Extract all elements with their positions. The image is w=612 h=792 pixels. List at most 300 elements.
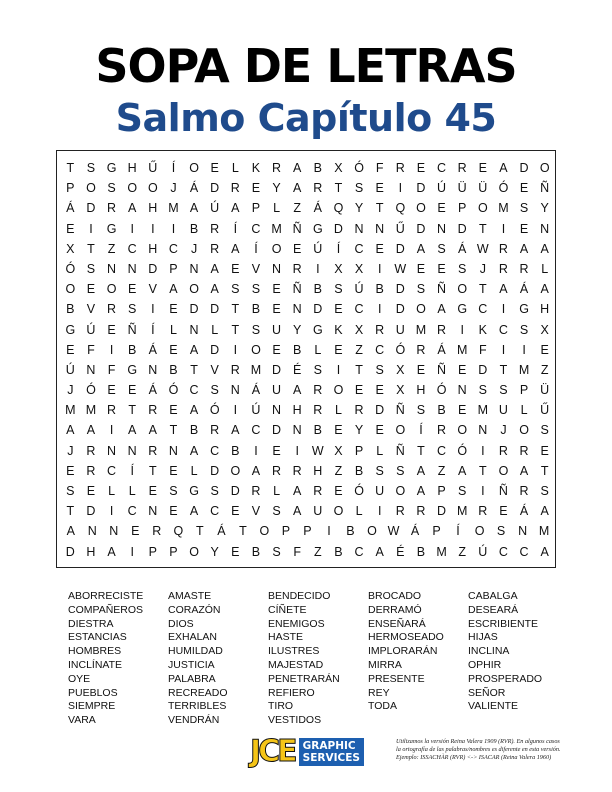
grid-letter: D [148,261,158,276]
word-item: BENDECIDO [268,590,331,602]
grid-letter: I [316,261,320,276]
grid-letter: E [519,181,529,196]
word-item: SIEMPRE [68,700,116,713]
grid-letter: O [395,423,406,438]
grid-letter: J [500,423,507,438]
word-item: JUSTICIA [168,658,215,671]
grid-letter: N [86,362,96,377]
word-item: COMPAÑEROS [68,603,144,616]
grid-letter: S [334,282,343,297]
grid-letter: M [250,362,262,377]
grid-letter: T [478,221,487,236]
grid-letter: A [231,241,240,256]
grid-letter: S [396,463,405,478]
grid-row [60,461,555,481]
word-item: VARA [68,714,96,727]
grid-letter: Ü [457,181,467,196]
grid-letter: C [498,322,508,337]
logo-line-2: SERVICES [302,752,360,764]
grid-letter: E [107,322,116,337]
grid-letter: N [457,383,467,398]
grid-letter: B [169,362,178,377]
grid-letter: I [109,342,114,357]
grid-letter: P [432,524,441,539]
grid-letter: O [333,383,344,398]
grid-letter: P [519,383,529,398]
word-item: REY [368,686,390,699]
grid-letter: Í [254,241,258,256]
grid-letter: T [196,524,204,539]
grid-letter: N [292,302,302,317]
grid-letter: H [313,463,323,478]
logo-line-1: GRAPHIC [302,740,356,752]
grid-letter: E [437,201,446,216]
grid-letter: H [540,302,550,317]
grid-letter: P [354,443,364,458]
grid-letter: R [272,463,282,478]
grid-letter: B [437,403,446,418]
grid-letter: E [540,443,549,458]
grid-letter: A [86,423,96,438]
grid-row [60,158,555,178]
grid-letter: F [107,362,116,377]
grid-letter: Ñ [498,484,508,498]
grid-letter: E [293,241,302,256]
grid-row [60,340,555,360]
grid-letter: C [354,302,364,317]
grid-letter: E [128,282,137,297]
grid-letter: L [273,201,281,216]
grid-letter: E [334,302,343,317]
grid-letter: A [293,181,302,196]
grid-letter: T [540,463,549,478]
grid-letter: I [89,221,93,236]
grid-letter: S [169,484,178,498]
grid-letter: I [398,181,403,196]
word-item: CABALGA [468,590,518,602]
grid-letter: A [540,282,549,297]
grid-letter: R [437,322,447,337]
grid-letter: T [478,282,487,297]
word-item: PUEBLOS [68,686,118,699]
grid-letter: E [231,544,240,559]
grid-letter: A [66,524,75,539]
grid-letter: Ñ [437,282,447,297]
grid-letter: M [271,221,282,236]
grid-row [60,299,555,319]
grid-letter: S [540,484,549,498]
grid-letter: X [334,161,343,175]
grid-letter: M [456,342,468,357]
grid-letter: A [375,544,384,559]
grid-letter: Á [410,524,420,539]
grid-letter: B [251,302,261,317]
grid-letter: P [251,201,261,216]
grid-letter: E [169,302,178,317]
grid-letter: R [498,241,508,256]
grid-letter: E [519,221,529,236]
grid-letter: L [273,484,281,498]
grid-letter: Ñ [395,403,405,418]
grid-letter: D [333,221,343,236]
grid-letter: E [169,403,178,418]
grid-letter: A [293,504,302,519]
grid-letter: B [313,282,322,297]
grid-letter: B [375,282,384,297]
grid-letter: E [478,161,487,175]
grid-letter: S [272,504,281,519]
grid-letter: R [354,403,364,418]
grid-row [60,219,555,239]
grid-letter: E [416,261,426,276]
grid-letter: T [231,302,240,317]
grid-letter: E [334,423,343,438]
version-note [396,738,566,762]
word-column [68,590,168,728]
grid-letter: I [501,221,506,236]
grid-letter: E [131,524,140,539]
grid-letter: O [416,201,426,216]
grid-letter: Í [419,423,423,438]
word-item: MIRRA [368,658,402,671]
grid-letter: N [107,261,117,276]
grid-letter: X [396,362,405,377]
grid-letter: T [355,362,363,377]
grid-letter: I [377,504,382,519]
grid-letter: O [395,484,406,498]
grid-letter: D [478,362,488,377]
grid-letter: A [540,544,549,559]
grid-letter: R [292,261,302,276]
grid-letter: G [127,362,138,377]
grid-letter: I [460,322,464,337]
grid-letter: J [190,241,198,256]
grid-row [60,320,555,340]
grid-letter: A [499,282,508,297]
grid-letter: G [106,221,117,236]
grid-letter: S [66,484,75,498]
grid-letter: O [474,524,485,539]
grid-letter: Á [66,201,75,216]
grid-letter: Y [540,201,549,216]
grid-letter: C [210,443,220,458]
grid-letter: D [437,504,447,519]
grid-letter: A [189,342,199,357]
word-item: TODA [368,700,397,713]
letter-grid [56,150,556,568]
grid-letter: C [189,383,199,398]
grid-letter: P [437,484,446,498]
grid-letter: Y [354,423,364,438]
grid-letter: R [230,181,240,196]
word-column [368,590,468,728]
word-item: PENETRARÁN [268,672,340,685]
grid-row [60,279,555,299]
grid-letter: A [458,463,467,478]
word-item: PALABRA [168,672,216,685]
grid-letter: O [457,423,468,438]
grid-letter: N [540,221,550,236]
grid-letter: E [334,484,343,498]
grid-letter: N [127,261,137,276]
grid-letter: N [168,443,178,458]
grid-letter: Ű [395,221,405,236]
grid-letter: Á [519,504,529,519]
word-item: HERMOSEADO [368,631,444,644]
grid-letter: N [518,524,528,539]
grid-letter: M [65,403,76,418]
grid-letter: D [416,181,426,196]
grid-letter: A [293,161,302,175]
grid-letter: F [87,342,95,357]
grid-letter: R [437,423,447,438]
grid-letter: O [539,161,550,175]
grid-letter: I [109,504,114,519]
grid-letter: B [251,544,261,559]
grid-letter: T [417,443,425,458]
grid-letter: M [85,403,97,418]
logo-mark: JCE [250,734,295,769]
grid-letter: S [251,322,261,337]
grid-letter: R [86,443,96,458]
grid-letter: D [210,302,220,317]
grid-letter: N [354,221,364,236]
grid-letter: O [65,282,76,297]
grid-letter: S [86,261,96,276]
grid-letter: E [416,161,426,175]
grid-letter: E [169,342,178,357]
grid-letter: D [313,302,323,317]
grid-letter: B [354,463,364,478]
grid-letter: A [231,201,240,216]
grid-letter: I [295,443,299,458]
grid-letter: F [293,544,301,559]
grid-letter: C [251,423,261,438]
grid-letter: A [189,201,199,216]
grid-letter: R [210,221,220,236]
word-item: ENSEÑARÁ [368,617,426,630]
grid-letter: R [478,504,488,519]
grid-letter: X [354,261,364,276]
grid-letter: C [251,221,261,236]
grid-letter: I [254,443,258,458]
grid-letter: R [498,443,508,458]
grid-letter: A [189,403,199,418]
word-item: DIOS [168,617,194,630]
grid-letter: U [395,322,405,337]
grid-letter: O [189,282,199,297]
grid-letter: B [66,302,75,317]
grid-letter: E [458,362,467,377]
grid-letter: O [189,161,199,175]
grid-letter: N [148,362,158,377]
grid-letter: E [272,342,281,357]
grid-letter: X [354,322,364,337]
grid-letter: Z [458,544,466,559]
grid-letter: M [498,201,509,216]
grid-letter: X [334,261,343,276]
grid-row [60,481,555,501]
grid-letter: Ú [65,362,75,377]
grid-letter: Y [272,181,281,196]
grid-letter: D [416,221,426,236]
grid-letter: M [538,524,550,539]
grid-letter: Ú [313,241,323,256]
grid-letter: A [519,241,529,256]
grid-letter: T [231,322,240,337]
grid-letter: S [354,181,364,196]
word-item: HASTE [268,631,304,644]
grid-letter: S [86,161,96,175]
grid-letter: Í [233,221,238,236]
grid-letter: W [387,524,400,539]
grid-row [60,501,555,521]
grid-letter: C [437,443,447,458]
grid-letter: R [86,463,96,478]
grid-letter: G [457,302,468,317]
grid-letter: S [499,383,508,398]
grid-letter: O [457,282,468,297]
grid-letter: Y [293,322,302,337]
grid-letter: Ñ [292,221,302,236]
grid-letter: C [478,302,488,317]
grid-letter: A [189,443,199,458]
grid-letter: C [210,504,220,519]
grid-letter: R [519,484,529,498]
grid-letter: P [458,201,467,216]
grid-letter: U [498,403,508,418]
grid-letter: Ú [354,282,364,297]
grid-letter: E [86,282,96,297]
grid-letter: N [148,504,158,519]
grid-letter: H [292,403,302,418]
word-item: OPHIR [468,658,502,671]
grid-letter: B [416,544,426,559]
grid-letter: S [375,463,384,478]
word-item: BROCADO [368,590,422,602]
grid-letter: E [272,282,281,297]
grid-letter: Ñ [292,282,302,297]
grid-letter: B [313,161,322,175]
grid-letter: B [346,524,355,539]
grid-letter: I [151,221,155,236]
grid-letter: E [272,443,281,458]
word-item: REFIERO [268,686,315,699]
grid-letter: A [189,504,199,519]
grid-letter: Ó [65,261,76,276]
grid-letter: T [478,463,487,478]
grid-letter: Í [336,241,341,256]
grid-letter: Y [354,201,364,216]
grid-letter: Ü [478,181,488,196]
word-column [268,590,368,728]
grid-letter: S [519,201,529,216]
grid-letter: D [395,282,405,297]
grid-letter: A [128,201,137,216]
grid-letter: R [148,443,158,458]
grid-letter: A [293,484,302,498]
grid-letter: B [189,423,199,438]
grid-letter: Ñ [395,443,405,458]
grid-letter: R [416,504,426,519]
word-item: MAJESTAD [268,658,324,671]
word-item: ENEMIGOS [268,617,325,630]
grid-letter: J [170,181,177,196]
grid-letter: H [86,544,96,559]
grid-letter: I [377,302,382,317]
word-item: ESTANCIAS [68,631,127,644]
word-item: HIJAS [468,631,498,644]
grid-letter: S [458,261,467,276]
word-item: DIESTRA [68,617,114,630]
grid-letter: A [231,423,240,438]
grid-letter: Ó [209,403,220,418]
grid-letter: R [107,201,117,216]
grid-row [60,521,555,541]
word-item: TERRIBLES [168,700,227,713]
grid-letter: O [106,282,117,297]
grid-letter: S [416,403,426,418]
grid-letter: F [478,342,487,357]
grid-letter: Ú [251,403,261,418]
grid-letter: E [375,423,384,438]
grid-letter: T [66,161,75,175]
grid-letter: E [107,383,116,398]
grid-letter: É [293,362,302,377]
grid-letter: L [334,403,342,418]
grid-letter: E [458,403,467,418]
grid-letter: E [416,362,426,377]
version-note-line-3: Ejemplo: ISSACHÀR (RVR) <-> ISACAR (Reina Valera 1960) [396,754,552,761]
grid-letter: R [519,443,529,458]
word-item: AMASTE [168,590,212,602]
grid-letter: D [395,302,405,317]
grid-letter: U [375,484,385,498]
page-title: SOPA DE LETRAS [95,39,517,93]
version-note-line-2: la ortografía de las palabras/nombres es diferente en esta versión. [396,746,561,753]
grid-letter: Ñ [127,322,137,337]
grid-letter: Q [333,201,344,216]
grid-letter: T [334,181,343,196]
grid-letter: T [375,201,384,216]
grid-letter: Á [437,342,446,357]
grid-letter: E [272,302,281,317]
grid-letter: P [169,544,178,559]
grid-letter: Ű [540,403,550,418]
grid-letter: R [519,261,529,276]
grid-letter: S [496,524,506,539]
grid-letter: A [437,302,446,317]
grid-letter: L [314,342,322,357]
grid-letter: I [501,342,506,357]
grid-letter: E [499,504,508,519]
grid-letter: C [375,342,385,357]
grid-letter: I [130,544,134,559]
grid-letter: R [210,241,220,256]
grid-letter: B [128,342,137,357]
grid-letter: T [169,423,178,438]
logo-text [299,738,364,766]
grid-letter: R [313,383,323,398]
grid-letter: Z [355,342,363,357]
grid-letter: S [540,423,549,438]
grid-letter: Ó [168,383,179,398]
grid-letter: Ó [354,161,364,175]
grid-letter: G [106,161,117,175]
word-item: VALIENTE [468,700,518,713]
grid-letter: P [66,181,75,196]
grid-letter: S [437,241,446,256]
